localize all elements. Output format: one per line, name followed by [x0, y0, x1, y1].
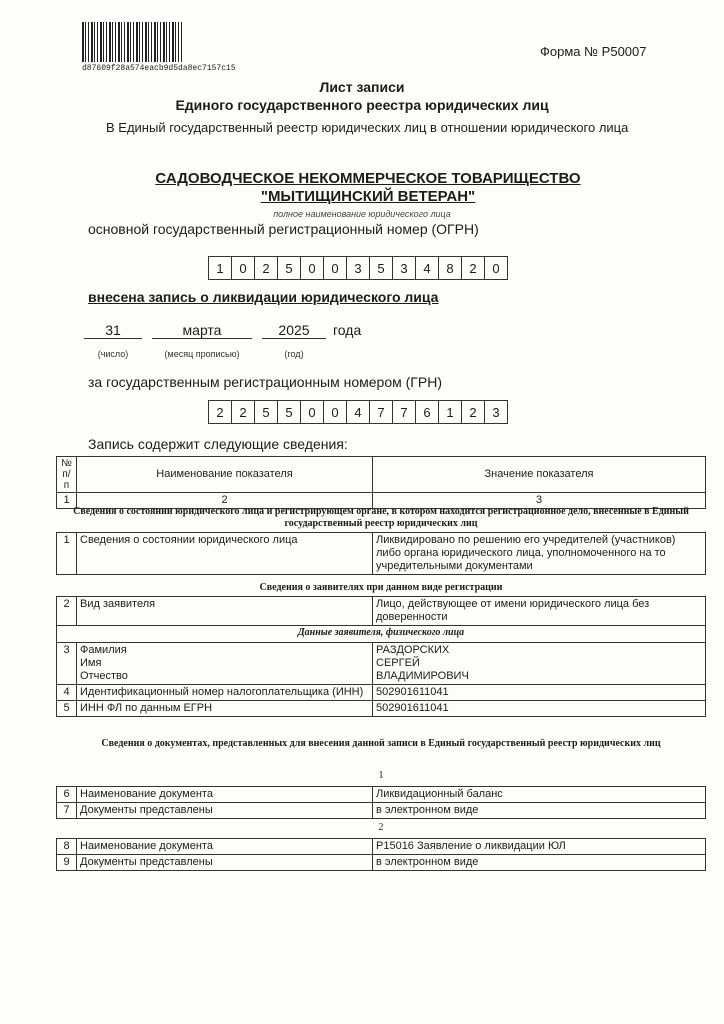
surname-value: РАЗДОРСКИХ — [376, 644, 450, 656]
col-number: 2 — [77, 493, 373, 509]
row-value: 502901611041 — [373, 701, 706, 717]
intro-text: В Единый государственный реестр юридических лиц в отношении юридического лица — [106, 120, 629, 135]
info-table-header — [56, 456, 706, 509]
date-year: 2025 — [262, 322, 326, 339]
grn-digit: 2 — [461, 400, 485, 424]
col-value-header: Значение показателя — [373, 457, 706, 493]
contains-label: Запись содержит следующие сведения: — [88, 436, 348, 452]
section-applicants: Сведения о заявителях при данном виде регистрации — [259, 582, 503, 593]
date-suffix: года — [333, 322, 362, 338]
row-value: Ликвидационный баланс — [373, 787, 706, 803]
grn-digit: 5 — [277, 400, 301, 424]
date-day: 31 — [84, 322, 142, 339]
ogrn-digit: 2 — [254, 256, 278, 280]
documents-table-2 — [56, 838, 706, 871]
first-name-value: СЕРГЕЙ — [376, 657, 420, 669]
document-group-number: 2 — [378, 822, 384, 833]
row-value: Лицо, действующее от имени юридического лица без доверенности — [373, 597, 706, 626]
table-row — [56, 532, 706, 575]
grn-digit: 6 — [415, 400, 439, 424]
row-number: 5 — [57, 701, 77, 717]
col-number: 1 — [57, 493, 77, 509]
col-num-header: № п/п — [57, 457, 77, 493]
grn-digit: 5 — [254, 400, 278, 424]
ogrn-digit: 5 — [369, 256, 393, 280]
row-number: 8 — [57, 839, 77, 855]
row-value: Ликвидировано по решению его учредителей (участников) либо органа юридического лица, уполномоченного на то учредительными документами — [373, 533, 706, 575]
date-month: марта — [152, 322, 252, 339]
documents-table-1 — [56, 786, 706, 819]
row-number: 6 — [57, 787, 77, 803]
ogrn-digit: 4 — [415, 256, 439, 280]
organization-name: САДОВОДЧЕСКОЕ НЕКОММЕРЧЕСКОЕ ТОВАРИЩЕСТВО "МЫТИЩИНСКИЙ ВЕТЕРАН" — [155, 170, 581, 205]
ogrn-digit: 8 — [438, 256, 462, 280]
row-number: 2 — [57, 597, 77, 626]
barcode — [82, 22, 182, 62]
grn-label: за государственным регистрационным номером (ГРН) — [88, 374, 442, 390]
section-documents: Сведения о документах, представленных для внесения данной записи в Единый государственный реестр юридических лиц — [101, 738, 661, 749]
row-name: ИНН ФЛ по данным ЕГРН — [77, 701, 373, 717]
col-number: 3 — [373, 493, 706, 509]
month-caption: (месяц прописью) — [164, 349, 240, 359]
section-state: Сведения о состоянии юридического лица и регистрирующем органе, в котором находится регистрационное дело, внесенные в Единый государственный реестр юридических лиц — [73, 506, 689, 529]
row-name: Наименование документа — [77, 787, 373, 803]
row-name: Сведения о состоянии юридического лица — [77, 533, 373, 575]
barcode-text: d87609f28a574eacb9d5da8ec7157c15 — [82, 64, 236, 73]
patronymic-value: ВЛАДИМИРОВИЧ — [376, 670, 469, 682]
grn-digit: 2 — [208, 400, 232, 424]
row-value: 502901611041 — [373, 685, 706, 701]
applicant-table — [56, 596, 706, 717]
surname-label: Фамилия — [80, 644, 127, 656]
organization-caption: полное наименование юридического лица — [273, 209, 451, 219]
patronymic-label: Отчество — [80, 670, 128, 682]
ogrn-digit: 0 — [323, 256, 347, 280]
grn-digit: 2 — [231, 400, 255, 424]
ogrn-label: основной государственный регистрационный номер (ОГРН) — [88, 221, 479, 237]
row-number: 4 — [57, 685, 77, 701]
ogrn-digit: 0 — [231, 256, 255, 280]
grn-digit: 7 — [392, 400, 416, 424]
row-value — [373, 643, 706, 685]
row-value: Р15016 Заявление о ликвидации ЮЛ — [373, 839, 706, 855]
first-name-label: Имя — [80, 657, 102, 669]
document-subtitle: Единого государственного реестра юридических лиц — [175, 97, 549, 113]
year-caption: (год) — [284, 349, 304, 359]
ogrn-digit: 0 — [300, 256, 324, 280]
row-value: в электронном виде — [373, 855, 706, 871]
ogrn-digit: 5 — [277, 256, 301, 280]
col-name-header: Наименование показателя — [77, 457, 373, 493]
ogrn-digit: 3 — [346, 256, 370, 280]
document-group-number: 1 — [378, 770, 384, 781]
row-name: Идентификационный номер налогоплательщика (ИНН) — [77, 685, 373, 701]
section-applicant-person: Данные заявителя, физического лица — [57, 626, 706, 643]
row-number: 9 — [57, 855, 77, 871]
row-name — [77, 643, 373, 685]
grn-digit: 4 — [346, 400, 370, 424]
row-number: 7 — [57, 803, 77, 819]
grn-digit: 1 — [438, 400, 462, 424]
row-number: 1 — [57, 533, 77, 575]
grn-digits — [208, 400, 507, 424]
ogrn-digit: 0 — [484, 256, 508, 280]
entry-title: внесена запись о ликвидации юридического лица — [88, 289, 439, 305]
grn-digit: 7 — [369, 400, 393, 424]
ogrn-digits — [208, 256, 507, 280]
row-name: Вид заявителя — [77, 597, 373, 626]
ogrn-digit: 1 — [208, 256, 232, 280]
row-value: в электронном виде — [373, 803, 706, 819]
grn-digit: 0 — [323, 400, 347, 424]
ogrn-digit: 3 — [392, 256, 416, 280]
grn-digit: 0 — [300, 400, 324, 424]
day-caption: (число) — [97, 349, 129, 359]
document-title: Лист записи — [319, 79, 405, 95]
ogrn-digit: 2 — [461, 256, 485, 280]
row-name: Документы представлены — [77, 855, 373, 871]
row-name: Документы представлены — [77, 803, 373, 819]
row-name: Наименование документа — [77, 839, 373, 855]
form-number: Форма № Р50007 — [540, 44, 647, 59]
row-number: 3 — [57, 643, 77, 685]
grn-digit: 3 — [484, 400, 508, 424]
